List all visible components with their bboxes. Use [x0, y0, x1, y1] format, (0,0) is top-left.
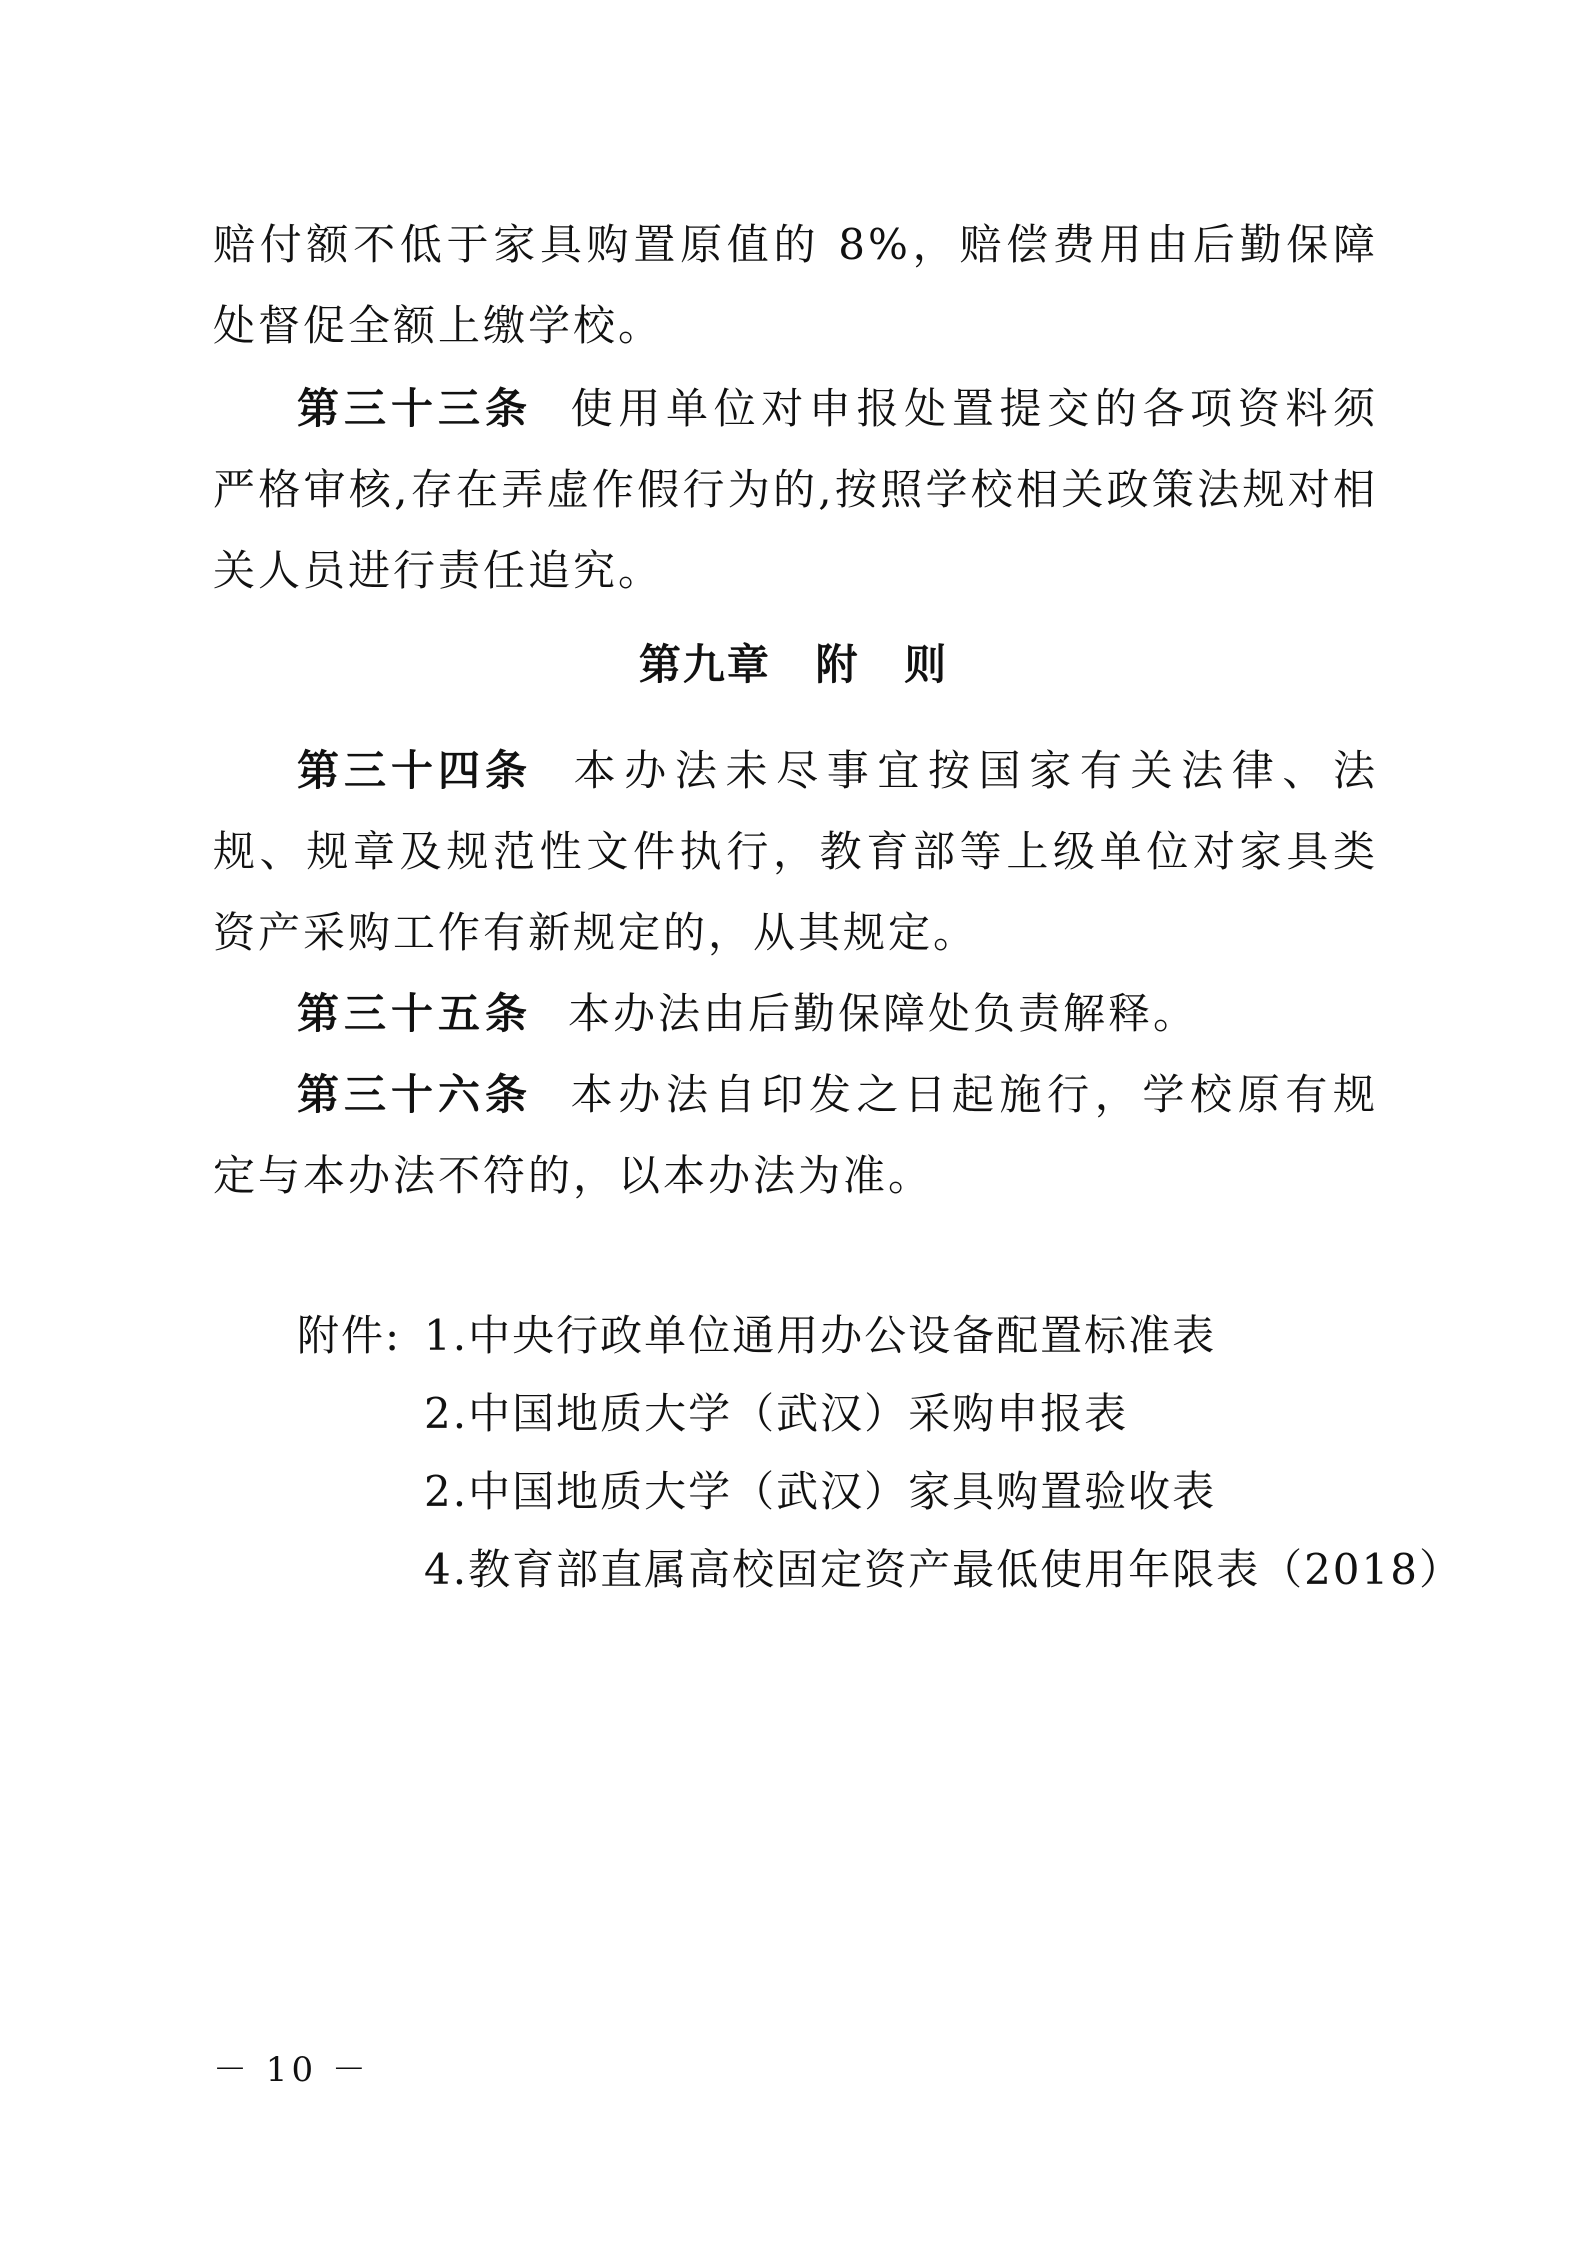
attachment-item: 2.中国地质大学（武汉）采购申报表 [424, 1389, 1129, 1438]
article-text: 使用单位对申报处置提交的各项资料须严格审核,存在弄虚作假行为的,按照学校相关政策法规对相关人员进行责任追究。 [213, 384, 1378, 595]
article-text: 本办法未尽事宜按国家有关法律、法规、规章及规范性文件执行，教育部等上级单位对家具类资产采购工作有新规定的，从其规定。 [213, 746, 1378, 957]
article-34 [213, 730, 1378, 973]
attachment-item: 4.教育部直属高校固定资产最低使用年限表（2018） [424, 1545, 1463, 1594]
paragraph-text: 赔付额不低于家具购置原值的 8%，赔偿费用由后勤保障处督促全额上缴学校。 [213, 220, 1378, 350]
attachment-list [297, 1297, 1216, 1375]
paragraph-compensation [213, 204, 1378, 366]
attachment-label: 附件: [297, 1311, 402, 1360]
article-text: 本办法自印发之日起施行，学校原有规定与本办法不符的，以本办法为准。 [213, 1070, 1378, 1200]
attachment-item: 2.中国地质大学（武汉）家具购置验收表 [424, 1467, 1217, 1516]
article-35 [213, 973, 1378, 1054]
article-33 [213, 368, 1378, 611]
article-number: 第三十四条 [297, 746, 533, 795]
article-number: 第三十五条 [297, 989, 533, 1038]
chapter-title: 第九章 附 则 [638, 640, 949, 689]
page-number: － 10 － [213, 2050, 370, 2090]
article-number: 第三十六条 [297, 1070, 533, 1119]
attachment-item: 1.中央行政单位通用办公设备配置标准表 [424, 1311, 1217, 1360]
article-number: 第三十三条 [297, 384, 533, 433]
article-text: 本办法由后勤保障处负责解释。 [568, 989, 1199, 1038]
article-36 [213, 1054, 1378, 1216]
